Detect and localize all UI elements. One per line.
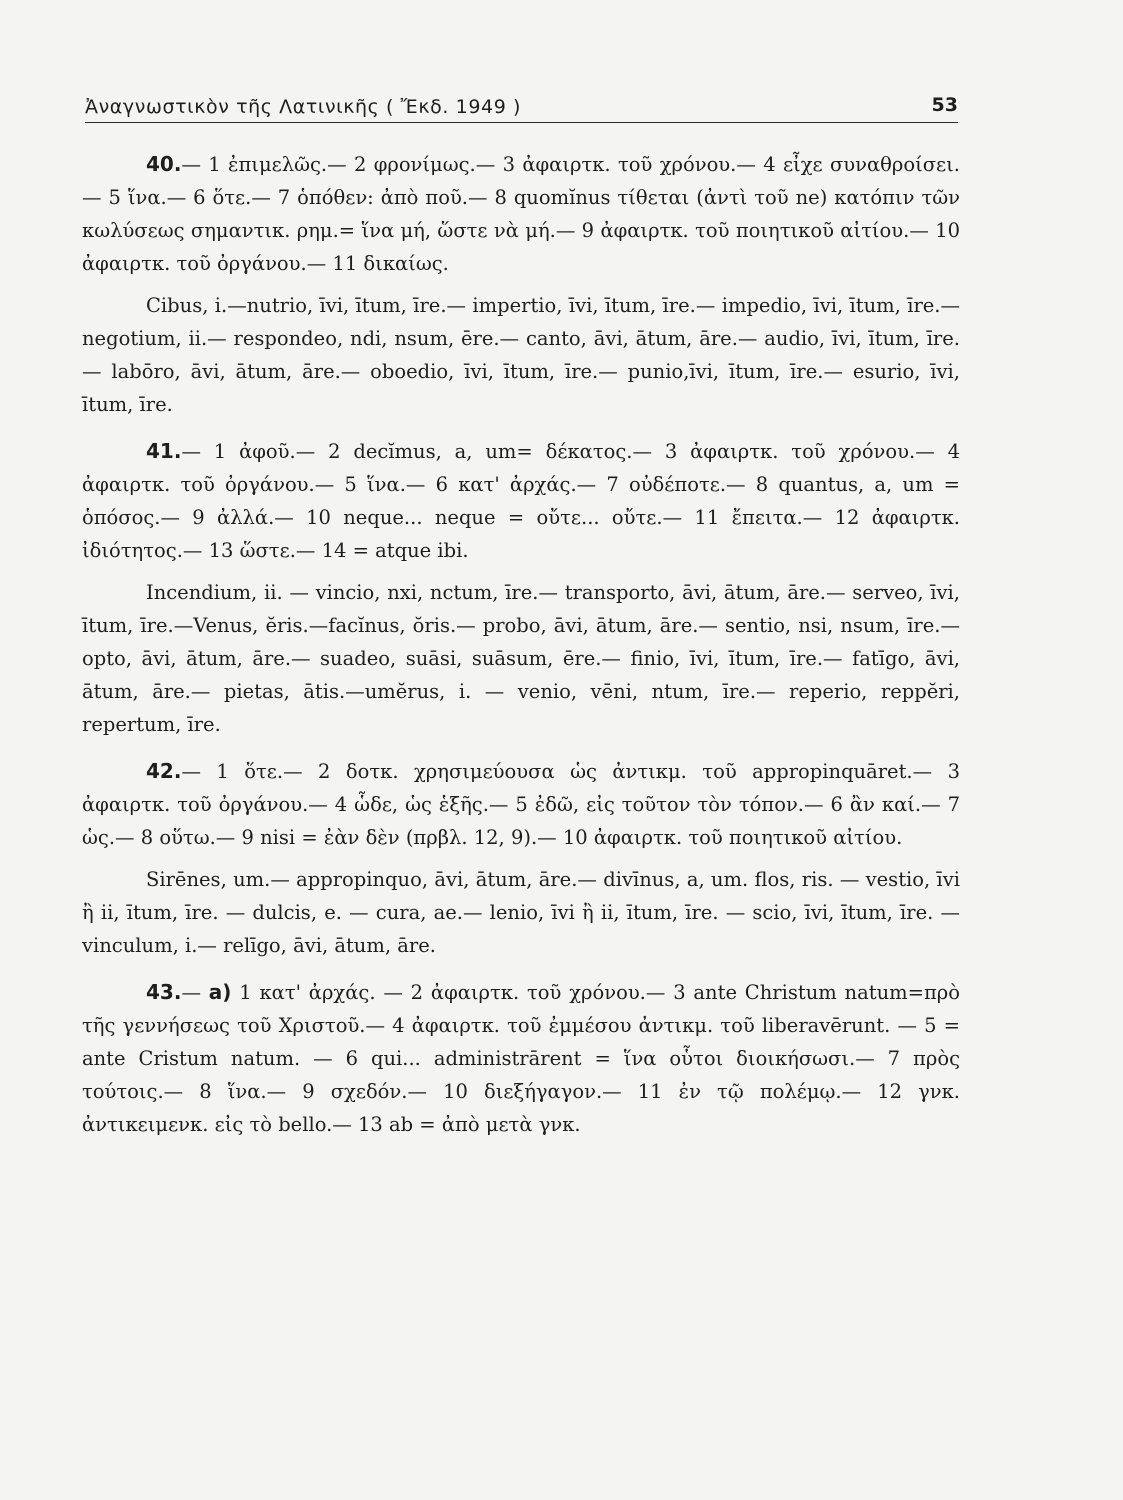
section-43-notes: 43.— a) 1 κατ' ἀρχάς. — 2 ἀφαιρτκ. τοῦ χρόνου.— 3 ante Christum natum=πρὸ τῆς γεννήσεως τοῦ Χριστοῦ.— 4 ἀφαιρτκ. τοῦ ἐμμέσου ἀντικμ. τοῦ liberavērunt. — 5 = ante Cristum natum. — 6 qui... administrārent = ἵνα οὗτοι διοικήσωσι.— 7 πρὸς τούτοις.— 8 ἵνα.— 9 σχεδόν.— 10 διεξήγαγον.— 11 ἐν τῷ πολέμῳ.— 12 γνκ. ἀντικειμενκ. εἰς τὸ bello.— 13 ab = ἀπὸ μετὰ γνκ. <box>82 980 960 1136</box>
section-41-vocab: Incendium, ii. — vincio, nxi, nctum, īre.— transporto, āvi, ātum, āre.— serveo, īvi, ītum, īre.—Venus, ĕris.—facĭnus, ŏris.— probo, āvi, ātum, āre.— sentio, nsi, nsum, īre.— opto, āvi, ātum, āre.— suadeo, suāsi, suāsum, ēre.— finio, īvi, ītum, īre.— fatīgo, āvi, ātum, āre.— pietas, ātis.—umĕrus, i. — venio, vēni, ntum, īre.— reperio, reppĕri, repertum, īre. <box>82 581 960 736</box>
section-40-notes <box>82 148 960 280</box>
notes-text: — 1 ἀφοῦ.— 2 decĭmus, a, um= δέκατος.— 3 ἀφαιρτκ. τοῦ χρόνου.— 4 ἀφαιρτκ. τοῦ ὀργάνου.— 5 ἵνα.— 6 κατ' ἀρχάς.— 7 οὐδέποτε.— 8 quantus, a, um = ὁπόσος.— 9 ἀλλά.— 10 neque... neque = οὔτε... οὔτε.— 11 ἔπειτα.— 12 ἀφαιρτκ. ἰδιότητος.— 13 ὥστε.— 14 = atque ibi. <box>82 440 960 562</box>
notes-text: 1 κατ' ἀρχάς. — 2 ἀφαιρτκ. τοῦ χρόνου.— 3 ante Christum natum=πρὸ τῆς γεννήσεως τοῦ Χριστοῦ.— 4 ἀφαιρτκ. τοῦ ἐμμέσου ἀντικμ. τοῦ liberavērunt. — 5 = ante Cristum natum. — 6 qui... administrārent = ἵνα οὗτοι διοικήσωσι.— 7 πρὸς τούτοις.— 8 ἵνα.— 9 σχεδόν.— 10 διεξήγαγον.— 11 ἐν τῷ πολέμῳ.— 12 γνκ. ἀντικειμενκ. εἰς τὸ bello.— 13 ab = ἀπὸ μετὰ γνκ. <box>82 981 960 1136</box>
running-header <box>85 90 958 123</box>
section-number: 41. <box>146 439 182 463</box>
section-40-vocab: Cibus, i.—nutrio, īvi, ītum, īre.— impertio, īvi, ītum, īre.— impedio, īvi, ītum, īre.— negotium, ii.— respondeo, ndi, nsum, ēre.— canto, āvi, ātum, āre.— audio, īvi, ītum, īre.— labōro, āvi, ātum, āre.— oboedio, īvi, ītum, īre.— punio,īvi, ītum, īre.— esurio, īvi, ītum, īre. <box>82 294 960 416</box>
section-number: 43. <box>146 980 182 1004</box>
subsection-label: a) <box>208 980 232 1004</box>
notes-text: — 1 ὅτε.— 2 δοτκ. χρησιμεύουσα ὡς ἀντικμ. τοῦ appropinquāret.— 3 ἀφαιρτκ. τοῦ ὀργάνου.— 4 ὧδε, ὡς ἑξῆς.— 5 ἐδῶ, εἰς τοῦτον τὸν τόπον.— 6 ἂν καί.— 7 ὡς.— 8 οὕτω.— 9 nisi = ἐὰν δὲν (πρβλ. 12, 9).— 10 ἀφαιρτκ. τοῦ ποιητικοῦ αἰτίου. <box>82 760 960 849</box>
section-42-vocab: Sirēnes, um.— appropinquo, āvi, ātum, āre.— divīnus, a, um. flos, ris. — vestio, īvi ἢ ii, ītum, īre. — dulcis, e. — cura, ae.— lenio, īvi ἢ ii, ītum, īre. — scio, īvi, ītum, īre. — vinculum, i.— relīgo, āvi, ātum, āre. <box>82 868 960 957</box>
section-41-notes <box>82 435 960 567</box>
notes-text: — 1 ἐπιμελῶς.— 2 φρονίμως.— 3 ἀφαιρτκ. τοῦ χρόνου.— 4 εἶχε συναθροίσει.— 5 ἵνα.— 6 ὅτε.— 7 ὁπόθεν: ἀπὸ ποῦ.— 8 quomĭnus τίθεται (ἀντὶ τοῦ ne) κατόπιν τῶν κωλύσεως σημαντικ. ρημ.= ἵνα μή, ὥστε νὰ μή.— 9 ἀφαιρτκ. τοῦ ποιητικοῦ αἰτίου.— 10 ἀφαιρτκ. τοῦ ὀργάνου.— 11 δικαίως. <box>82 153 960 275</box>
section-42-notes <box>82 755 960 854</box>
page-body <box>82 148 960 1150</box>
page-number: 53 <box>931 94 958 116</box>
section-number: 40. <box>146 152 182 176</box>
header-title: Ἀναγνωστικὸν τῆς Λατινικῆς ( Ἔκδ. 1949 ) <box>85 96 522 118</box>
section-number: 42. <box>146 759 182 783</box>
